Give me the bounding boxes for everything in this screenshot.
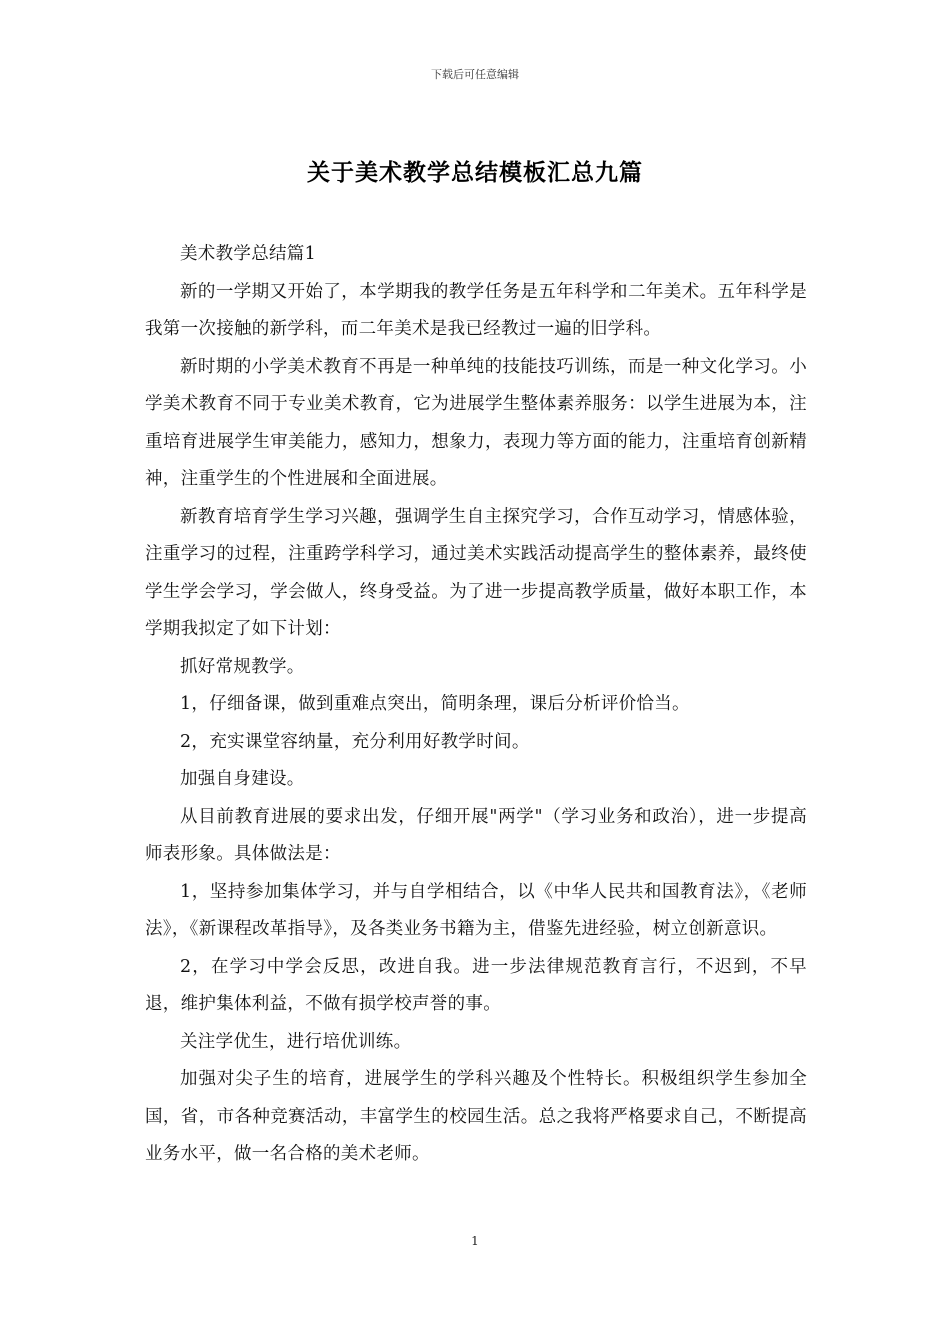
paragraph: 新时期的小学美术教育不再是一种单纯的技能技巧训练，而是一种文化学习。小学美术教育不同于专业美术教育，它为进展学生整体素养服务：以学生进展为本，注重培育进展学生审美能力，感知力，想象力，表现力等方面的能力，注重培育创新精神，注重学生的个性进展和全面进展。 [145, 356, 807, 489]
paragraph: 从目前教育进展的要求出发，仔细开展"两学"（学习业务和政治），进一步提高师表形象。具体做法是： [145, 806, 807, 864]
document-body [145, 236, 807, 1174]
paragraph: 2，充实课堂容纳量，充分利用好教学时间。 [180, 731, 530, 752]
document-title: 关于美术教学总结模板汇总九篇 [307, 159, 643, 186]
paragraph: 1，坚持参加集体学习，并与自学相结合，以《中华人民共和国教育法》，《老师法》，《新课程改革指导》，及各类业务书籍为主，借鉴先进经验，树立创新意识。 [145, 881, 807, 939]
page-number: 1 [471, 1234, 479, 1248]
paragraph: 新的一学期又开始了，本学期我的教学任务是五年科学和二年美术。五年科学是我第一次接触的新学科，而二年美术是我已经教过一遍的旧学科。 [145, 281, 807, 339]
paragraph: 美术教学总结篇1 [180, 244, 317, 264]
paragraph: 加强对尖子生的培育，进展学生的学科兴趣及个性特长。积极组织学生参加全国，省，市各种竞赛活动，丰富学生的校园生活。总之我将严格要求自己，不断提高业务水平，做一名合格的美术老师。 [145, 1069, 807, 1164]
paragraph: 抓好常规教学。 [180, 656, 305, 677]
paragraph: 新教育培育学生学习兴趣，强调学生自主探究学习，合作互动学习，情感体验，注重学习的过程，注重跨学科学习，通过美术实践活动提高学生的整体素养，最终使学生学会学习，学会做人，终身受益。为了进一步提高教学质量，做好本职工作，本学期我拟定了如下计划： [145, 506, 807, 639]
paragraph: 1，仔细备课，做到重难点突出，简明条理，课后分析评价恰当。 [180, 694, 690, 714]
paragraph: 关注学优生，进行培优训练。 [180, 1031, 412, 1052]
paragraph: 2，在学习中学会反思，改进自我。进一步法律规范教育言行，不迟到，不早退，维护集体利益，不做有损学校声誉的事。 [145, 956, 807, 1014]
paragraph: 加强自身建设。 [180, 769, 305, 789]
header-note: 下载后可任意编辑 [431, 68, 519, 81]
